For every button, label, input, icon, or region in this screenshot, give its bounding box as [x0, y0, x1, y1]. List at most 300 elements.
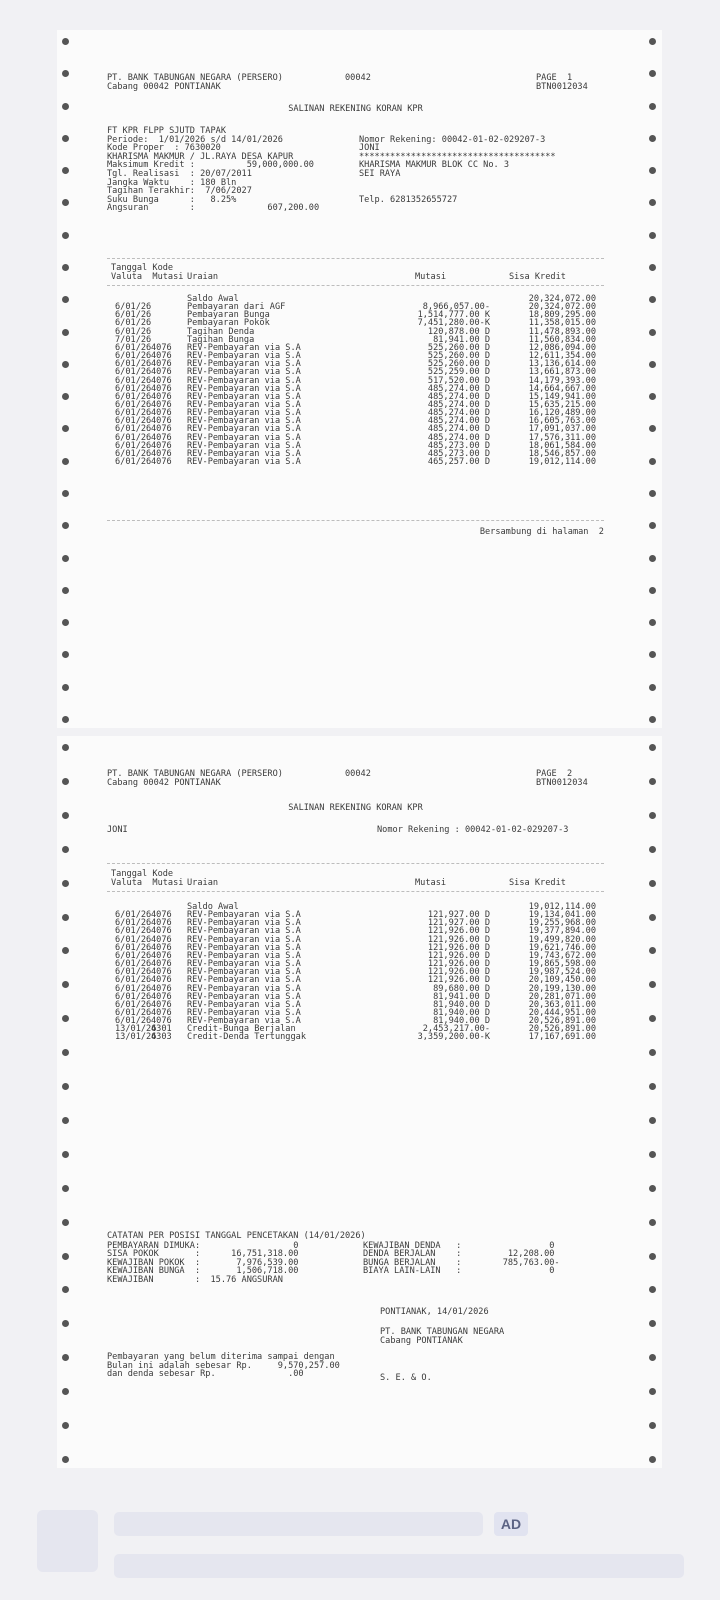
row-date: 6/01/26 — [115, 942, 152, 953]
row-sisa: 16,605,763.00 — [528, 416, 596, 427]
statement-page-1 — [57, 30, 662, 728]
row-code: 4076 — [151, 383, 172, 394]
row-code: 4076 — [151, 375, 172, 386]
feed-hole — [649, 393, 656, 400]
account-info-right-line: ************************************** — [359, 151, 556, 162]
feed-hole — [649, 264, 656, 271]
row-mutasi: 120,878.00 D — [427, 326, 490, 337]
row-mutasi: 465,257.00 D — [427, 457, 490, 467]
feed-hole — [649, 587, 656, 594]
row-sisa: 13,136,614.00 — [528, 359, 596, 370]
row-date: 13/01/26 — [115, 1024, 157, 1035]
feed-hole — [62, 361, 69, 368]
row-date: 6/01/26 — [115, 934, 152, 945]
summary-left-line: KEWAJIBAN BUNGA : 1,506,718.00 — [107, 1266, 299, 1277]
table-row — [107, 458, 604, 467]
row-desc: Pembayaran Pokok — [187, 318, 270, 329]
row-mutasi: 121,926.00 D — [427, 942, 490, 953]
row-mutasi: 81,941.00 D — [433, 334, 490, 345]
feed-hole — [62, 716, 69, 723]
row-date: 6/01/26 — [115, 1007, 152, 1018]
ad-badge: AD — [494, 1512, 528, 1536]
row-date: 6/01/26 — [115, 926, 152, 937]
row-mutasi: 81,940.00 D — [433, 1007, 490, 1018]
summary-left-line: SISA POKOK : 16,751,318.00 — [107, 1249, 299, 1260]
summary-right-line: DENDA BERJALAN : 12,208.00 — [363, 1249, 555, 1260]
feed-hole — [649, 329, 656, 336]
row-sisa: 19,743,672.00 — [528, 950, 596, 961]
sign-bank: PT. BANK TABUNGAN NEGARA — [380, 1327, 505, 1337]
feed-hole — [62, 1117, 69, 1124]
feed-hole — [62, 1049, 69, 1056]
row-code: 4076 — [151, 359, 172, 370]
row-desc: REV-Pembayaran via S.A — [187, 399, 301, 410]
doc-title: SALINAN REKENING KORAN KPR — [288, 104, 423, 114]
row-sisa: 20,444,951.00 — [528, 1007, 596, 1018]
feed-hole — [62, 1015, 69, 1022]
feed-hole — [62, 38, 69, 45]
feed-hole — [62, 587, 69, 594]
row-desc: REV-Pembayaran via S.A — [187, 440, 301, 451]
divider — [107, 285, 604, 286]
feed-hole — [649, 1253, 656, 1260]
row-date: 6/01/26 — [115, 983, 152, 994]
table-row — [107, 1033, 604, 1042]
bank-name: PT. BANK TABUNGAN NEGARA (PERSERO) — [107, 73, 283, 83]
row-mutasi: 81,940.00 D — [433, 999, 490, 1010]
customer-name: JONI — [107, 825, 128, 835]
feed-hole — [649, 914, 656, 921]
divider — [107, 520, 604, 521]
row-date: 6/01/26 — [115, 367, 152, 378]
feed-hole — [649, 1422, 656, 1429]
row-date: 6/01/26 — [115, 342, 152, 353]
header-uraian: Uraian — [187, 272, 219, 282]
place-date: PONTIANAK, 14/01/2026 — [380, 1307, 489, 1317]
row-mutasi: 485,273.00 D — [427, 440, 490, 451]
feed-hole — [62, 264, 69, 271]
branch-code: 00042 — [345, 73, 371, 83]
row-desc: Pembayaran Bunga — [187, 310, 270, 321]
ad-banner[interactable] — [0, 1490, 720, 1600]
feed-hole — [649, 846, 656, 853]
row-code: 4076 — [151, 910, 172, 921]
row-desc: REV-Pembayaran via S.A — [187, 1007, 301, 1018]
feed-hole — [649, 1185, 656, 1192]
feed-hole — [649, 555, 656, 562]
row-sisa: 18,061,584.00 — [528, 440, 596, 451]
row-mutasi: 485,274.00 D — [427, 399, 490, 410]
row-code: 4076 — [151, 440, 172, 451]
row-date: 6/01/26 — [115, 359, 152, 370]
row-code: 4076 — [151, 942, 172, 953]
row-code: 4076 — [151, 934, 172, 945]
feed-hole — [649, 947, 656, 954]
row-desc: REV-Pembayaran via S.A — [187, 918, 301, 929]
row-code: 4076 — [151, 432, 172, 443]
header-valuta-mutasi: Valuta Mutasi — [111, 272, 184, 282]
row-mutasi: 525,260.00 D — [427, 342, 490, 353]
row-desc: REV-Pembayaran via S.A — [187, 375, 301, 386]
row-mutasi: 121,926.00 D — [427, 934, 490, 945]
feed-hole — [649, 1286, 656, 1293]
row-code: 4076 — [151, 424, 172, 435]
feed-hole — [649, 1354, 656, 1361]
row-mutasi: 121,926.00 D — [427, 926, 490, 937]
row-sisa: 15,635,215.00 — [528, 399, 596, 410]
account-info-left-line: Angsuran : 607,200.00 — [107, 203, 320, 214]
row-sisa: 19,865,598.00 — [528, 959, 596, 970]
row-code: 4076 — [151, 975, 172, 986]
summary-right-line: BIAYA LAIN-LAIN : 0 — [363, 1266, 555, 1277]
row-date: 6/01/26 — [115, 991, 152, 1002]
row-mutasi: 3,359,200.00-K — [417, 1032, 490, 1043]
feed-hole — [62, 393, 69, 400]
header-uraian: Uraian — [187, 878, 219, 888]
feed-hole — [62, 684, 69, 691]
row-desc: REV-Pembayaran via S.A — [187, 942, 301, 953]
row-mutasi: 485,273.00 D — [427, 448, 490, 459]
row-mutasi: 81,940.00 D — [433, 1016, 490, 1027]
row-code: 4076 — [151, 367, 172, 378]
row-desc: REV-Pembayaran via S.A — [187, 1016, 301, 1027]
account-info-left-line: Kode Proper : 7630020 — [107, 143, 221, 154]
row-desc: Saldo Awal — [187, 902, 239, 912]
row-date: 6/01/26 — [115, 910, 152, 921]
row-date: 6/01/26 — [115, 383, 152, 394]
feed-hole — [62, 296, 69, 303]
feed-hole — [649, 361, 656, 368]
feed-hole — [62, 744, 69, 751]
row-sisa: 17,091,037.00 — [528, 424, 596, 435]
row-code: 4076 — [151, 457, 172, 467]
row-date: 6/01/26 — [115, 1016, 152, 1027]
row-sisa: 14,179,393.00 — [528, 375, 596, 386]
feed-hole — [62, 1456, 69, 1463]
header-sisa-kredit: Sisa Kredit — [509, 878, 566, 888]
account-info-right-line: Nomor Rekening: 00042-01-02-029207-3 — [359, 134, 546, 145]
row-desc: REV-Pembayaran via S.A — [187, 383, 301, 394]
row-sisa: 19,377,894.00 — [528, 926, 596, 937]
row-sisa: 17,576,311.00 — [528, 432, 596, 443]
row-code: 4076 — [151, 416, 172, 427]
row-sisa: 18,809,295.00 — [528, 310, 596, 321]
feed-hole — [62, 1388, 69, 1395]
row-desc: REV-Pembayaran via S.A — [187, 457, 301, 467]
feed-hole — [62, 981, 69, 988]
row-mutasi: 1,514,777.00 K — [417, 310, 490, 321]
feed-hole — [649, 70, 656, 77]
row-mutasi: 121,926.00 D — [427, 950, 490, 961]
row-desc: Credit-Denda Tertunggak — [187, 1032, 306, 1043]
doc-title: SALINAN REKENING KORAN KPR — [288, 803, 423, 813]
account-info-left-line: Periode: 1/01/2026 s/d 14/01/2026 — [107, 134, 283, 145]
feed-hole — [649, 1117, 656, 1124]
row-code: 4076 — [151, 918, 172, 929]
feed-hole — [62, 522, 69, 529]
row-date: 6/01/26 — [115, 432, 152, 443]
row-code: 4076 — [151, 950, 172, 961]
feed-hole — [649, 1015, 656, 1022]
account-info-left-line: KHARISMA MAKMUR / JL.RAYA DESA KAPUR — [107, 151, 294, 162]
ad-thumbnail — [37, 1510, 98, 1572]
row-mutasi: 8,966,057.00- — [422, 302, 490, 313]
feed-hole — [62, 1286, 69, 1293]
row-mutasi: 121,927.00 D — [427, 910, 490, 921]
row-code: 4076 — [151, 983, 172, 994]
row-desc: REV-Pembayaran via S.A — [187, 959, 301, 970]
page-label: PAGE 2 — [536, 769, 573, 779]
row-code: 4076 — [151, 991, 172, 1002]
feed-hole — [649, 812, 656, 819]
feed-hole — [62, 425, 69, 432]
divider — [107, 863, 604, 864]
row-code: 4076 — [151, 959, 172, 970]
summary-left-line: PEMBAYARAN DIMUKA: 0 — [107, 1241, 299, 1251]
account-info-right-line: KHARISMA MAKMUR BLOK CC No. 3 — [359, 160, 510, 171]
feed-hole — [649, 38, 656, 45]
row-sisa: 20,324,072.00 — [528, 294, 596, 304]
row-sisa: 20,109,450.00 — [528, 975, 596, 986]
note-line: Pembayaran yang belum diterima sampai dengan — [107, 1352, 335, 1362]
row-code: 4076 — [151, 926, 172, 937]
feed-hole — [62, 651, 69, 658]
row-date: 6/01/26 — [115, 424, 152, 435]
row-mutasi: 485,274.00 D — [427, 424, 490, 435]
row-desc: REV-Pembayaran via S.A — [187, 983, 301, 994]
feed-hole — [62, 232, 69, 239]
doc-ref: BTN0012034 — [536, 778, 588, 788]
row-mutasi: 485,274.00 D — [427, 432, 490, 443]
page-label: PAGE 1 — [536, 73, 573, 83]
feed-hole — [649, 716, 656, 723]
row-sisa: 17,167,691.00 — [528, 1032, 596, 1043]
row-date: 13/01/26 — [115, 1032, 157, 1043]
row-sisa: 11,358,015.00 — [528, 318, 596, 329]
account-info-right-line: JONI — [359, 143, 380, 154]
branch-name: Cabang 00042 PONTIANAK — [107, 82, 221, 92]
row-desc: REV-Pembayaran via S.A — [187, 926, 301, 937]
row-code: 4076 — [151, 391, 172, 402]
feed-hole — [649, 1456, 656, 1463]
feed-hole — [62, 1422, 69, 1429]
feed-hole — [62, 329, 69, 336]
row-desc: REV-Pembayaran via S.A — [187, 367, 301, 378]
ad-title-placeholder — [114, 1512, 483, 1536]
feed-hole — [62, 914, 69, 921]
feed-hole — [649, 135, 656, 142]
row-date: 6/01/26 — [115, 391, 152, 402]
header-tanggal-kode: Tanggal Kode — [111, 263, 174, 273]
row-sisa: 19,621,746.00 — [528, 942, 596, 953]
feed-hole — [649, 1320, 656, 1327]
row-sisa: 11,560,834.00 — [528, 334, 596, 345]
row-sisa: 19,987,524.00 — [528, 967, 596, 978]
row-date: 6/01/26 — [115, 440, 152, 451]
bank-name: PT. BANK TABUNGAN NEGARA (PERSERO) — [107, 769, 283, 779]
row-mutasi: 2,453,217.00- — [422, 1024, 490, 1035]
feed-hole — [62, 103, 69, 110]
feed-hole — [649, 744, 656, 751]
row-mutasi: 121,926.00 D — [427, 959, 490, 970]
feed-hole — [649, 296, 656, 303]
row-mutasi: 81,941.00 D — [433, 991, 490, 1002]
row-sisa: 20,281,071.00 — [528, 991, 596, 1002]
row-date: 6/01/26 — [115, 375, 152, 386]
feed-hole — [649, 458, 656, 465]
feed-hole — [62, 1185, 69, 1192]
row-sisa: 20,324,072.00 — [528, 302, 596, 313]
feed-hole — [649, 1219, 656, 1226]
row-sisa: 15,149,941.00 — [528, 391, 596, 402]
row-date: 6/01/26 — [115, 975, 152, 986]
account-info-left-line: Tgl. Realisasi : 20/07/2011 — [107, 169, 252, 179]
feed-hole — [62, 458, 69, 465]
row-date: 6/01/26 — [115, 448, 152, 459]
feed-hole — [62, 812, 69, 819]
summary-title: CATATAN PER POSISI TANGGAL PENCETAKAN (14/01/2026) — [107, 1231, 366, 1241]
row-desc: REV-Pembayaran via S.A — [187, 408, 301, 419]
row-sisa: 20,199,130.00 — [528, 983, 596, 994]
branch-code: 00042 — [345, 769, 371, 779]
disclaimer: S. E. & O. — [380, 1373, 432, 1383]
row-code: 4076 — [151, 967, 172, 978]
row-desc: REV-Pembayaran via S.A — [187, 999, 301, 1010]
ad-text-placeholder — [114, 1554, 684, 1578]
header-mutasi: Mutasi — [415, 878, 447, 888]
divider — [107, 891, 604, 892]
feed-hole — [62, 846, 69, 853]
feed-hole — [649, 1388, 656, 1395]
row-sisa: 19,012,114.00 — [528, 457, 596, 467]
header-sisa-kredit: Sisa Kredit — [509, 272, 566, 282]
feed-hole — [649, 778, 656, 785]
row-sisa: 20,526,891.00 — [528, 1024, 596, 1035]
row-mutasi: 525,260.00 D — [427, 359, 490, 370]
feed-hole — [62, 1253, 69, 1260]
tractor-holes-right — [646, 736, 660, 1468]
feed-hole — [62, 1219, 69, 1226]
feed-hole — [62, 947, 69, 954]
row-desc: REV-Pembayaran via S.A — [187, 950, 301, 961]
row-mutasi: 121,926.00 D — [427, 975, 490, 986]
row-sisa: 18,546,857.00 — [528, 448, 596, 459]
row-mutasi: 485,274.00 D — [427, 391, 490, 402]
row-desc: Pembayaran dari AGF — [187, 302, 286, 313]
summary-right-line: BUNGA BERJALAN : 785,763.00- — [363, 1257, 560, 1268]
account-info-right-line: Telp. 6281352655727 — [359, 194, 458, 205]
row-desc: Tagihan Denda — [187, 326, 255, 337]
row-desc: Saldo Awal — [187, 294, 239, 304]
feed-hole — [649, 232, 656, 239]
row-desc: REV-Pembayaran via S.A — [187, 432, 301, 443]
row-desc: REV-Pembayaran via S.A — [187, 967, 301, 978]
feed-hole — [62, 70, 69, 77]
note-line: dan denda sebesar Rp. .00 — [107, 1369, 304, 1380]
row-sisa: 19,134,041.00 — [528, 910, 596, 921]
feed-hole — [649, 1083, 656, 1090]
row-date: 6/01/26 — [115, 959, 152, 970]
feed-hole — [649, 684, 656, 691]
header-tanggal-kode: Tanggal Kode — [111, 869, 174, 879]
row-date: 6/01/26 — [115, 302, 152, 313]
tractor-holes-right — [646, 30, 660, 728]
row-desc: Tagihan Bunga — [187, 334, 255, 345]
row-code: 4076 — [151, 999, 172, 1010]
row-sisa: 14,664,667.00 — [528, 383, 596, 394]
row-sisa: 19,255,968.00 — [528, 918, 596, 929]
row-date: 6/01/26 — [115, 408, 152, 419]
feed-hole — [649, 651, 656, 658]
row-desc: REV-Pembayaran via S.A — [187, 910, 301, 921]
row-date: 6/01/26 — [115, 918, 152, 929]
header-mutasi: Mutasi — [415, 272, 447, 282]
row-desc: REV-Pembayaran via S.A — [187, 351, 301, 362]
row-mutasi: 485,274.00 D — [427, 383, 490, 394]
feed-hole — [649, 981, 656, 988]
row-sisa: 12,086,094.00 — [528, 342, 596, 353]
feed-hole — [62, 1151, 69, 1158]
tractor-holes-left — [59, 736, 73, 1468]
account-info-left-line: Suku Bunga : 8.25% — [107, 194, 237, 205]
row-mutasi: 485,274.00 D — [427, 408, 490, 419]
row-desc: REV-Pembayaran via S.A — [187, 975, 301, 986]
row-date: 6/01/26 — [115, 950, 152, 961]
row-date: 6/01/26 — [115, 326, 152, 337]
header-valuta-mutasi: Valuta Mutasi — [111, 878, 184, 888]
statement-page-2 — [57, 736, 662, 1468]
row-date: 6/01/26 — [115, 351, 152, 362]
row-desc: Credit-Bunga Berjalan — [187, 1024, 296, 1035]
feed-hole — [62, 1083, 69, 1090]
row-desc: REV-Pembayaran via S.A — [187, 342, 301, 353]
feed-hole — [649, 490, 656, 497]
summary-right-line: KEWAJIBAN DENDA : 0 — [363, 1241, 555, 1251]
row-mutasi: 517,520.00 D — [427, 375, 490, 386]
feed-hole — [62, 135, 69, 142]
feed-hole — [649, 1151, 656, 1158]
feed-hole — [649, 1049, 656, 1056]
row-code: 4301 — [151, 1024, 172, 1035]
feed-hole — [649, 522, 656, 529]
feed-hole — [62, 778, 69, 785]
branch-name: Cabang 00042 PONTIANAK — [107, 778, 221, 788]
row-date: 6/01/26 — [115, 967, 152, 978]
feed-hole — [649, 425, 656, 432]
row-date: 7/01/26 — [115, 334, 152, 345]
account-info-left-line: Jangka Waktu : 180 Bln — [107, 177, 237, 188]
account-info-left-line: Tagihan Terakhir: 7/06/2027 — [107, 186, 252, 197]
feed-hole — [62, 1320, 69, 1327]
row-desc: REV-Pembayaran via S.A — [187, 391, 301, 402]
row-code: 4076 — [151, 351, 172, 362]
feed-hole — [649, 199, 656, 206]
row-mutasi: 121,926.00 D — [427, 967, 490, 978]
summary-left-line: KEWAJIBAN : 15.76 ANGSURAN — [107, 1274, 283, 1285]
row-mutasi: 485,274.00 D — [427, 416, 490, 427]
account-number: Nomor Rekening : 00042-01-02-029207-3 — [377, 825, 569, 835]
account-info-left-line: FT KPR FLPP SJUTD TAPAK — [107, 126, 226, 136]
account-info-left-line: Maksimum Kredit : 59,000,000.00 — [107, 160, 314, 171]
feed-hole — [62, 555, 69, 562]
row-mutasi: 89,680.00 D — [433, 983, 490, 994]
doc-ref: BTN0012034 — [536, 82, 588, 92]
row-date: 6/01/26 — [115, 399, 152, 410]
row-sisa: 13,661,873.00 — [528, 367, 596, 378]
row-desc: REV-Pembayaran via S.A — [187, 424, 301, 435]
feed-hole — [62, 490, 69, 497]
row-desc: REV-Pembayaran via S.A — [187, 991, 301, 1002]
